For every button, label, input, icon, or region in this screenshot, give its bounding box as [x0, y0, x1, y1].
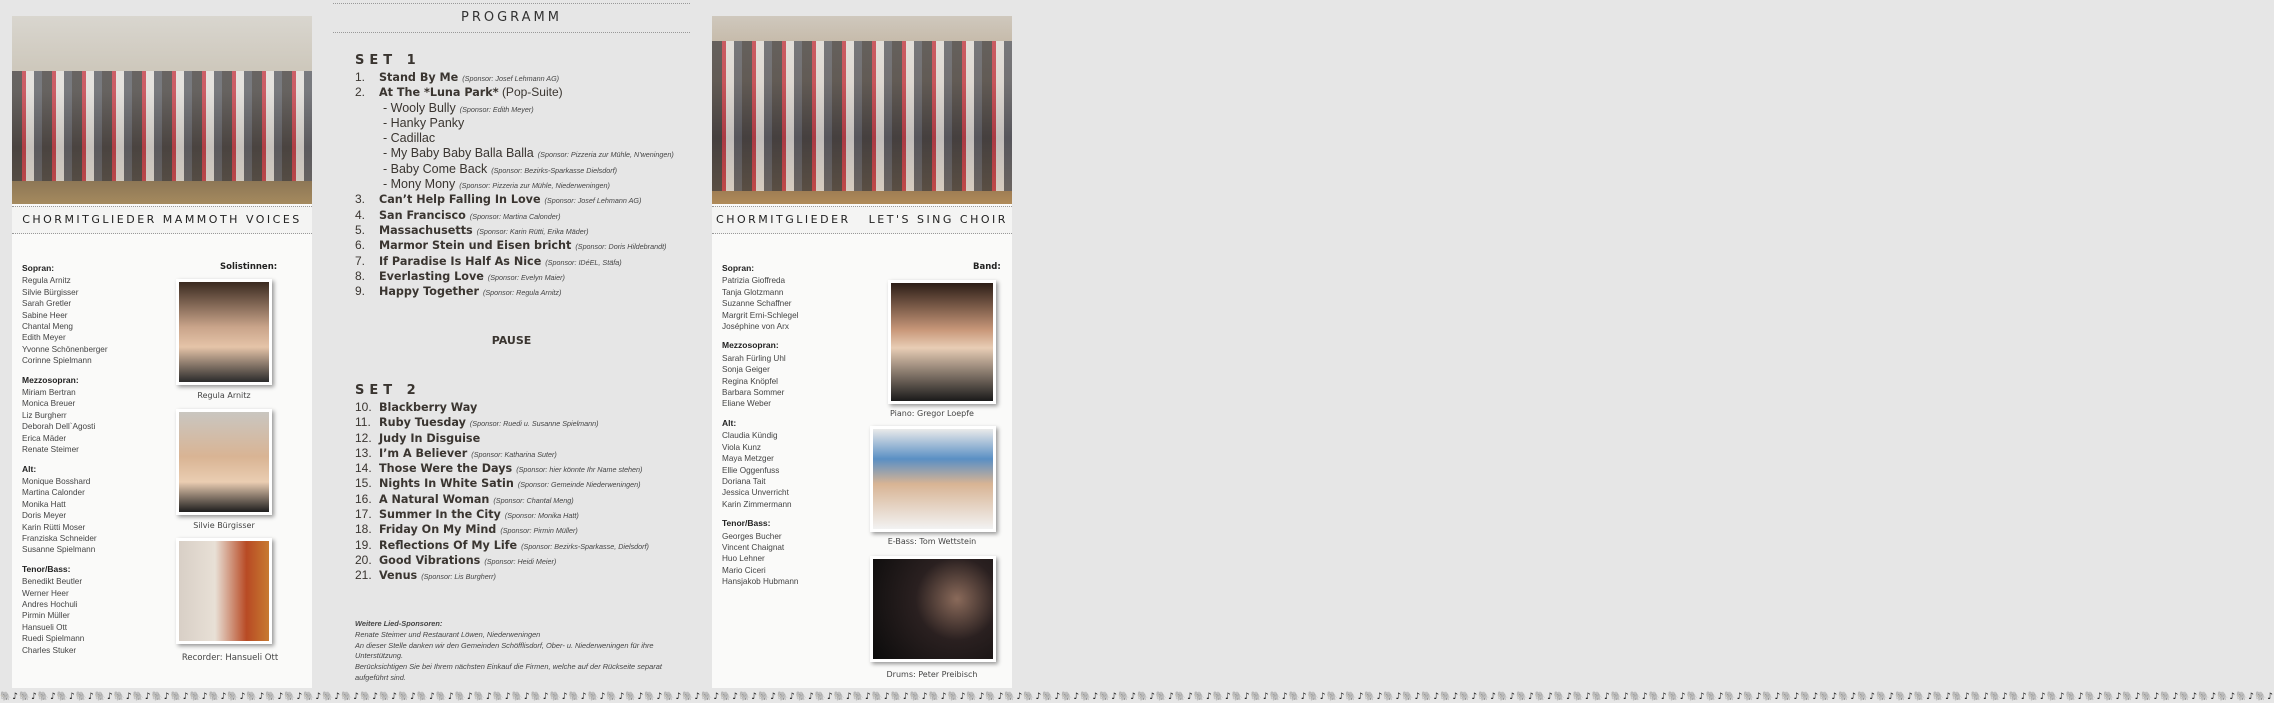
song-item [355, 415, 649, 430]
song-item [355, 192, 674, 207]
song-title: I’m A Believer [379, 446, 468, 460]
member-name: Karin Rütti Moser [22, 522, 86, 532]
song-sponsor: (Sponsor: Gemeinde Niederweningen) [517, 480, 641, 490]
song-title: Marmor Stein und Eisen bricht [379, 239, 572, 253]
voice-group-heading: Tenor/Bass: [722, 518, 771, 529]
song-item [355, 538, 649, 553]
portrait-peter-preibisch [870, 556, 996, 662]
portrait-caption: Silvie Bürgisser [193, 521, 255, 530]
song-number: 13. [355, 445, 372, 460]
song-sponsor: (Sponsor: Doris Hildebrandt) [575, 242, 667, 252]
member-name: Corinne Spielmann [22, 356, 92, 366]
member-name: Suzanne Schaffner [722, 299, 792, 309]
song-item [355, 208, 674, 223]
song-sponsor: (Sponsor: Chantal Meng) [493, 495, 574, 505]
member-name: Georges Bucher [722, 531, 782, 541]
member-name: Werner Heer [22, 588, 69, 598]
song-title: Happy Together [379, 285, 479, 299]
song-item [355, 223, 674, 238]
song-item [355, 522, 649, 537]
song-number: 8. [355, 268, 366, 283]
set-1-song-list [355, 70, 674, 299]
song-number: 16. [355, 491, 372, 506]
member-name: Sarah Fürling Uhl [722, 353, 786, 363]
member-name: Barbara Sommer [722, 388, 785, 398]
member-name: Doris Meyer [22, 511, 67, 521]
member-name: Franziska Schneider [22, 533, 97, 543]
portrait-regula-arnitz [176, 279, 272, 385]
song-item [355, 553, 649, 568]
song-item [355, 507, 649, 522]
member-name: Miriam Bertran [22, 388, 76, 398]
lets-sing-choir-panel [712, 16, 1012, 688]
member-name: Mario Ciceri [722, 565, 766, 575]
member-name: Renate Steimer [22, 445, 79, 455]
mammoth-voices-panel [12, 16, 312, 688]
song-title: Ruby Tuesday [379, 416, 466, 430]
song-number: 3. [355, 192, 366, 207]
song-item [355, 568, 649, 583]
portrait-caption: Regula Arnitz [197, 391, 251, 400]
member-name: Chantal Meng [22, 322, 73, 332]
footer-line: Berücksichtigen Sie bei Ihrem nächsten Einkauf die Firmen, welche auf der Rückseite separat aufgeführt sind. [355, 662, 662, 682]
voice-group-heading: Alt: [22, 463, 37, 474]
song-item [355, 131, 674, 146]
footer-heading: Weitere Lied-Sponsoren: [355, 619, 443, 628]
portrait-caption: E-Bass: Tom Wettstein [887, 537, 977, 546]
song-sponsor: (Sponsor: Heidi Meier) [484, 556, 557, 566]
program-panel [333, 0, 690, 703]
member-name: Margrit Erni-Schlegel [722, 310, 799, 320]
member-name: Maya Metzger [722, 454, 774, 464]
member-name: Monika Hatt [22, 499, 66, 509]
member-name: Doriana Tait [722, 476, 766, 486]
member-name: Sarah Gretler [22, 299, 72, 309]
song-item [355, 146, 674, 161]
song-number: 7. [355, 253, 366, 268]
lets-sing-choir-caption: CHORMITGLIEDER LET'S SING CHOIR [712, 206, 1012, 234]
set-1-heading: SET 1 [355, 53, 421, 68]
song-note: (Pop-Suite) [501, 85, 563, 100]
song-item [355, 431, 649, 446]
song-sponsor: (Sponsor: Josef Lehmann AG) [462, 74, 560, 83]
song-title: At The *Luna Park* [379, 86, 499, 100]
song-number: 11. [355, 415, 371, 430]
member-name: Yvonne Schönenberger [22, 344, 108, 354]
member-name: Deborah Dell`Agosti [22, 422, 96, 432]
song-item [355, 461, 649, 476]
song-number: 18. [355, 522, 372, 537]
elephant-border-decoration: 🐘♪🐘♪🐘♪🐘♪🐘♪🐘♪🐘♪🐘♪🐘♪🐘♪🐘♪🐘♪🐘♪🐘♪🐘♪🐘♪🐘♪🐘♪🐘♪🐘♪🐘♪🐘♪🐘♪🐘♪🐘♪🐘♪🐘♪🐘♪🐘♪🐘♪🐘♪🐘♪🐘♪🐘♪🐘♪🐘♪🐘♪🐘♪🐘♪🐘♪🐘♪🐘♪🐘♪🐘♪🐘♪🐘♪🐘♪🐘♪🐘♪🐘♪🐘♪🐘♪🐘♪🐘♪🐘♪🐘♪🐘♪🐘♪🐘♪🐘♪🐘♪🐘♪🐘♪🐘♪🐘♪🐘♪🐘♪🐘♪🐘♪🐘♪🐘♪🐘♪🐘♪🐘♪🐘♪🐘♪🐘♪🐘♪🐘♪🐘♪🐘♪🐘♪🐘♪🐘♪🐘♪🐘♪🐘♪🐘♪🐘♪🐘♪🐘♪🐘♪🐘♪🐘♪🐘♪🐘♪🐘♪🐘♪🐘♪🐘♪🐘♪🐘♪🐘♪🐘♪🐘♪🐘♪🐘♪🐘♪🐘♪🐘♪🐘♪🐘♪🐘♪🐘♪🐘♪🐘♪🐘♪🐘♪🐘♪🐘♪ [0, 692, 2274, 702]
song-sponsor: (Sponsor: Karin Rütti, Erika Mäder) [476, 226, 589, 236]
song-sponsor: (Sponsor: Katharina Suter) [471, 449, 557, 459]
song-title: Reflections Of My Life [379, 538, 518, 552]
member-name: Sonja Geiger [722, 365, 770, 375]
song-title: San Francisco [379, 208, 466, 222]
song-title: - My Baby Baby Balla Balla [383, 146, 534, 161]
soloists-title: Solistinnen: [220, 262, 278, 272]
portrait-caption: Piano: Gregor Loepfe [890, 409, 974, 418]
song-number: 19. [355, 537, 372, 552]
voice-group-heading: Tenor/Bass: [22, 563, 71, 574]
song-number: 20. [355, 552, 372, 567]
set-2-song-list [355, 400, 649, 584]
song-sponsor: (Sponsor: Pizzeria zur Mühle, N'weningen) [537, 150, 674, 160]
song-title: Judy In Disguise [379, 431, 481, 445]
mammoth-voices-caption: CHORMITGLIEDER MAMMOTH VOICES [12, 206, 312, 234]
song-title: Massachusetts [379, 223, 473, 237]
song-sponsor: (Sponsor: Josef Lehmann AG) [544, 196, 642, 206]
member-name: Martina Calonder [22, 488, 85, 498]
mammoth-voices-group-photo [12, 16, 312, 204]
song-sponsor: (Sponsor: Evelyn Maier) [487, 272, 565, 282]
member-name: Huo Lehner [722, 554, 765, 564]
song-number: 14. [355, 461, 372, 476]
song-title: Friday On My Mind [379, 523, 497, 537]
portrait-silvie-buergisser [176, 409, 272, 515]
song-sponsor: (Sponsor: Pizzeria zur Mühle, Niederweningen) [459, 181, 610, 191]
voice-group-heading: Sopran: [22, 263, 55, 273]
member-name: Regula Arnitz [22, 276, 71, 286]
member-name: Patrizia Gioffreda [722, 276, 786, 286]
member-name: Monique Bosshard [22, 476, 91, 486]
mammoth-voices-member-list [22, 263, 108, 656]
song-number: 15. [355, 476, 372, 491]
portrait-hansueli-ott [176, 538, 272, 644]
member-name: Liz Burgherr [22, 410, 67, 420]
song-number: 17. [355, 507, 372, 522]
song-item [355, 446, 649, 461]
voice-group-heading: Mezzosopran: [22, 374, 79, 385]
song-title: - Hanky Panky [383, 115, 465, 130]
song-item [355, 284, 674, 299]
member-name: Hansueli Ott [22, 622, 68, 632]
song-sponsor: (Sponsor: Pirmin Müller) [500, 526, 578, 536]
band-title: Band: [973, 262, 1001, 272]
member-name: Charles Stuker [22, 645, 77, 655]
song-item [355, 177, 674, 192]
song-sponsor: (Sponsor: IDéEL, Stäfa) [545, 257, 622, 267]
member-name: Silvie Bürgisser [22, 287, 79, 297]
voice-group-heading: Mezzosopran: [722, 340, 779, 351]
portrait-tom-wettstein [870, 426, 996, 532]
song-number: 2. [355, 85, 366, 100]
voice-group-heading: Sopran: [722, 263, 755, 273]
song-title: Summer In the City [379, 508, 501, 522]
set-2-heading: SET 2 [355, 383, 421, 398]
song-item [355, 70, 674, 85]
song-title: Venus [379, 569, 418, 583]
lets-sing-choir-member-list [722, 263, 798, 588]
member-name: Tanja Glotzmann [722, 287, 784, 297]
member-name: Hansjakob Hubmann [722, 577, 799, 587]
member-name: Claudia Kündig [722, 431, 778, 441]
member-name: Ellie Oggenfuss [722, 465, 780, 475]
song-sponsor: (Sponsor: Lis Burgherr) [421, 572, 496, 582]
lets-sing-choir-group-photo [712, 16, 1012, 204]
song-number: 4. [355, 207, 366, 222]
song-title: If Paradise Is Half As Nice [379, 254, 542, 268]
footer-line: Renate Steimer und Restaurant Löwen, Niederweningen [355, 629, 541, 639]
song-sponsor: (Sponsor: Ruedi u. Susanne Spielmann) [469, 419, 599, 429]
song-item [355, 116, 674, 131]
song-sponsor: (Sponsor: hier könnte Ihr Name stehen) [516, 465, 643, 475]
song-title: - Cadillac [383, 131, 436, 146]
song-title: Stand By Me [379, 71, 459, 84]
member-name: Andres Hochuli [22, 599, 78, 609]
member-name: Benedikt Beutler [22, 577, 83, 587]
song-sponsor: (Sponsor: Monika Hatt) [504, 511, 579, 521]
member-name: Viola Kunz [722, 442, 761, 452]
song-title: - Baby Come Back [383, 161, 488, 176]
song-item [355, 269, 674, 284]
song-sponsor: (Sponsor: Bezirks-Sparkasse, Dielsdorf) [521, 541, 649, 551]
member-name: Regina Knöpfel [722, 376, 778, 386]
song-item [355, 101, 674, 116]
member-name: Joséphine von Arx [722, 322, 789, 332]
song-sponsor: (Sponsor: Regula Arnitz) [482, 288, 562, 298]
member-name: Eliane Weber [722, 399, 772, 409]
sponsor-footer [355, 619, 675, 684]
voice-group-heading: Alt: [722, 417, 737, 428]
song-title: Everlasting Love [379, 269, 484, 283]
member-name: Karin Zimmermann [722, 499, 792, 509]
member-name: Edith Meyer [22, 333, 66, 343]
song-number: 21. [355, 568, 372, 583]
song-number: 12. [355, 430, 372, 445]
portrait-caption: Drums: Peter Preibisch [886, 670, 978, 679]
song-sponsor: (Sponsor: Martina Calonder) [469, 211, 561, 221]
member-name: Ruedi Spielmann [22, 634, 85, 644]
song-number: 5. [355, 222, 366, 237]
song-number: 10. [355, 400, 372, 414]
song-item [355, 254, 674, 269]
song-item [355, 492, 649, 507]
song-title: Good Vibrations [379, 553, 481, 567]
song-item [355, 476, 649, 491]
footer-line: An dieser Stelle danken wir den Gemeinden Schöfflisdorf, Ober- u. Niederweningen für ihre Unterstützung. [355, 640, 654, 661]
song-title: Nights In White Satin [379, 477, 514, 491]
song-number: 1. [355, 70, 366, 84]
song-title: Those Were the Days [379, 462, 513, 476]
member-name: Jessica Unverricht [722, 488, 789, 498]
member-name: Susanne Spielmann [22, 545, 96, 555]
song-title: A Natural Woman [379, 492, 490, 506]
song-title: Can’t Help Falling In Love [379, 193, 541, 207]
song-item [355, 400, 649, 415]
song-title: Blackberry Way [379, 401, 478, 414]
member-name: Pirmin Müller [22, 611, 70, 621]
song-title: - Wooly Bully [383, 100, 456, 115]
program-title: PROGRAMM [333, 3, 690, 33]
song-title: - Mony Mony [383, 177, 456, 192]
member-name: Erica Mäder [22, 433, 67, 443]
member-name: Vincent Chaignat [722, 542, 785, 552]
member-name: Monica Breuer [22, 399, 76, 409]
song-sponsor: (Sponsor: Edith Meyer) [459, 104, 534, 114]
pause-heading: PAUSE [491, 334, 532, 347]
song-item [355, 162, 674, 177]
song-number: 9. [355, 284, 366, 299]
song-number: 6. [355, 238, 366, 253]
member-name: Sabine Heer [22, 310, 68, 320]
song-item [355, 238, 674, 253]
portrait-caption: Recorder: Hansueli Ott [181, 653, 279, 663]
portrait-gregor-loepfe [888, 280, 996, 404]
song-sponsor: (Sponsor: Bezirks-Sparkasse Dielsdorf) [491, 165, 618, 175]
song-item [355, 85, 674, 100]
